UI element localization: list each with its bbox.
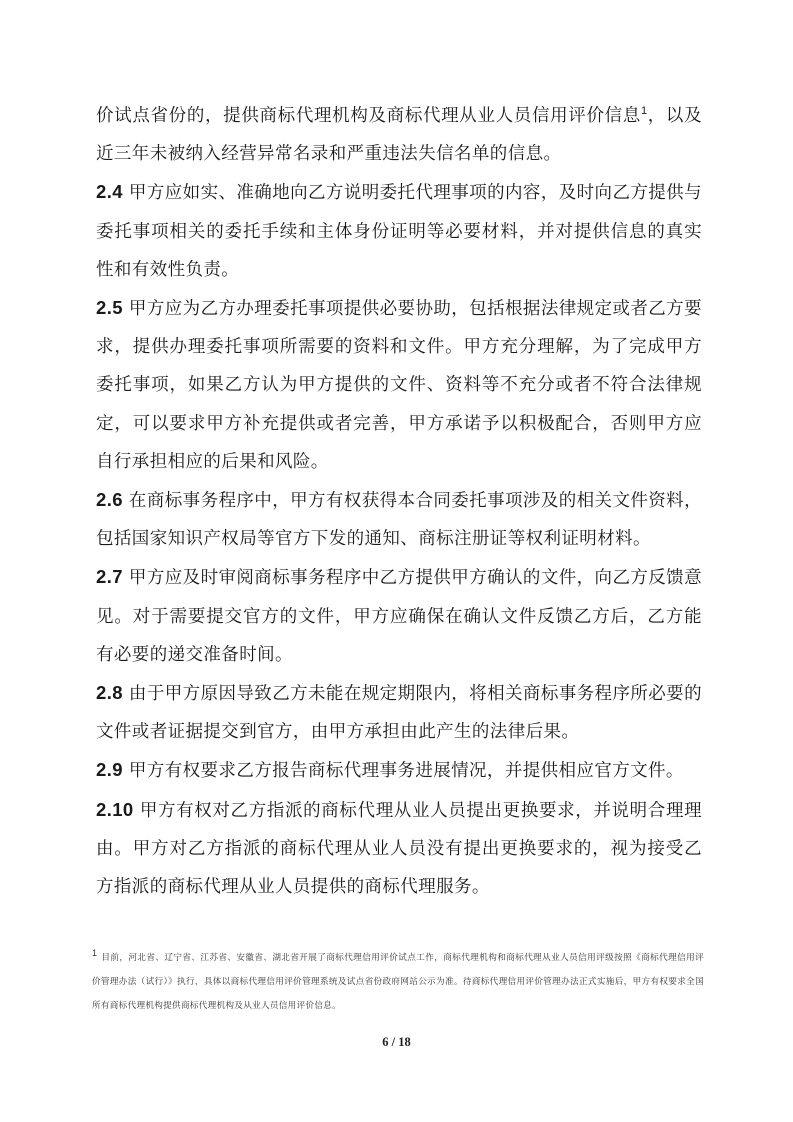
clause-text: 甲方应及时审阅商标事务程序中乙方提供甲方确认的文件，向乙方反馈意见。对于需要提交官方的文件，甲方应确保在确认文件反馈乙方后，乙方能有必要的递交准备时间。 [96,568,702,665]
page-number: 6 / 18 [382,1035,411,1049]
clause-text: 甲方应为乙方办理委托事项提供必要协助，包括根据法律规定或者乙方要求，提供办理委托事项所需要的资料和文件。甲方充分理解，为了完成甲方委托事项，如果乙方认为甲方提供的文件、资料等不充分或者不符合法律规定，可以要求甲方补充提供或者完善，甲方承诺予以积极配合，否则甲方应自行承担相应的后果和风险。 [96,299,702,472]
clause-text: 甲方有权要求乙方报告商标代理事务进展情况，并提供相应官方文件。 [128,761,684,782]
clause-2-9 [96,751,702,790]
footnote-mark: 1 [92,948,98,959]
clause-2-10 [96,791,702,907]
clause-number: 2.10 [96,798,134,820]
clause-2-4 [96,173,702,289]
clause-2-7 [96,558,702,674]
clause-2-8 [96,674,702,751]
intro-text-a: 价试点省份的，提供商标代理机构及商标代理从业人员信用评价信息 [96,106,641,126]
clause-number: 2.4 [96,181,123,203]
footnote-text: 目前，河北省、辽宁省、江苏省、安徽省、湖北省开展了商标代理信用评价试点工作，商标代理机构和商标代理从业人员信用评级按照《商标代理信用评价管理办法（试行）》执行，具体以商标代理信用评价管理系统及试点省份政府网站公示为准。待商标代理信用评价管理办法正式实施后，甲方有权要求全国所有商标代理机构提供商标代理机构及从业人员信用评价信息。 [92,953,704,1011]
clause-text: 甲方应如实、准确地向乙方说明委托代理事项的内容，及时向乙方提供与委托事项相关的委托手续和主体身份证明等必要材料，并对提供信息的真实性和有效性负责。 [96,183,702,280]
clause-2-5 [96,289,702,481]
clause-number: 2.8 [96,682,123,704]
clause-2-6 [96,481,702,558]
clause-number: 2.9 [96,759,123,781]
intro-paragraph [96,97,702,173]
clause-text: 由于甲方原因导致乙方未能在规定期限内，将相关商标事务程序所必要的文件或者证据提交到官方，由甲方承担由此产生的法律后果。 [96,684,702,743]
clause-number: 2.5 [96,297,123,319]
intro-text-b: ，以及近三年未被纳入经营异常名录和严重违法失信名单的信息。 [96,106,702,165]
clause-number: 2.7 [96,566,123,588]
clause-number: 2.6 [96,489,123,511]
clause-text: 甲方有权对乙方指派的商标代理从业人员提出更换要求，并说明合理理由。甲方对乙方指派的商标代理从业人员没有提出更换要求的，视为接受乙方指派的商标代理从业人员提供的商标代理服务。 [96,800,702,898]
clause-text: 在商标事务程序中，甲方有权获得本合同委托事项涉及的相关文件资料，包括国家知识产权局等官方下发的通知、商标注册证等权利证明材料。 [96,491,702,550]
footnote [92,946,704,1018]
footnote-reference[interactable]: 1 [640,105,648,118]
document-body [96,97,702,906]
